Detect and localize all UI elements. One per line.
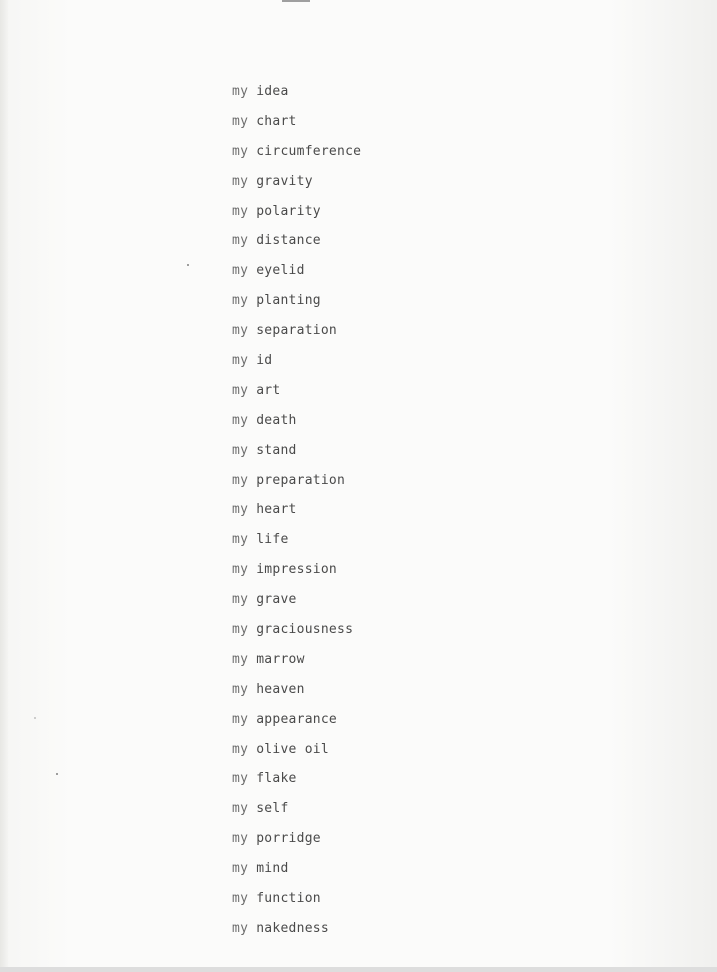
line-word: heart bbox=[256, 502, 297, 518]
line-word: circumference bbox=[256, 143, 362, 159]
line-prefix: my bbox=[232, 831, 249, 847]
line-word: distance bbox=[256, 233, 321, 249]
typed-line bbox=[232, 440, 361, 470]
line-prefix: my bbox=[232, 113, 249, 129]
typed-line bbox=[232, 201, 361, 231]
typed-line bbox=[232, 709, 361, 739]
line-prefix: my bbox=[232, 861, 249, 877]
line-word: separation bbox=[256, 323, 338, 339]
typed-line bbox=[232, 260, 361, 290]
line-prefix: my bbox=[232, 532, 249, 548]
typed-line bbox=[232, 858, 361, 888]
typed-line bbox=[232, 768, 361, 798]
typed-line bbox=[232, 559, 361, 589]
typed-line bbox=[232, 81, 361, 111]
typed-line bbox=[232, 589, 361, 619]
line-prefix: my bbox=[232, 771, 249, 787]
typed-line bbox=[232, 111, 361, 141]
line-word: graciousness bbox=[256, 622, 354, 638]
line-word: impression bbox=[256, 562, 338, 578]
typed-line bbox=[232, 230, 361, 260]
line-prefix: my bbox=[232, 382, 249, 398]
line-prefix: my bbox=[232, 263, 249, 279]
line-word: planting bbox=[256, 293, 321, 309]
typed-line bbox=[232, 141, 361, 171]
line-prefix: my bbox=[232, 920, 249, 936]
line-word: art bbox=[256, 382, 281, 398]
typed-line bbox=[232, 679, 361, 709]
line-prefix: my bbox=[232, 562, 249, 578]
line-prefix: my bbox=[232, 173, 249, 189]
typed-line bbox=[232, 410, 361, 440]
ink-speck bbox=[187, 264, 189, 266]
typed-line bbox=[232, 380, 361, 410]
line-word: flake bbox=[256, 771, 297, 787]
line-word: death bbox=[256, 412, 297, 428]
typed-line bbox=[232, 290, 361, 320]
ink-speck bbox=[34, 717, 36, 719]
line-prefix: my bbox=[232, 442, 249, 458]
typed-line bbox=[232, 649, 361, 679]
line-word: id bbox=[256, 353, 273, 369]
typed-line bbox=[232, 470, 361, 500]
line-prefix: my bbox=[232, 353, 249, 369]
line-prefix: my bbox=[232, 203, 249, 219]
top-edge-mark bbox=[282, 0, 310, 2]
typed-line bbox=[232, 320, 361, 350]
line-prefix: my bbox=[232, 84, 249, 99]
line-word: idea bbox=[256, 84, 289, 99]
ink-speck bbox=[56, 773, 58, 775]
line-word: marrow bbox=[256, 651, 305, 667]
line-prefix: my bbox=[232, 323, 249, 339]
line-prefix: my bbox=[232, 293, 249, 309]
typed-line bbox=[232, 529, 361, 559]
line-word: heaven bbox=[256, 681, 305, 697]
line-prefix: my bbox=[232, 681, 249, 697]
line-word: appearance bbox=[256, 711, 338, 727]
paper-left-edge bbox=[0, 0, 8, 972]
line-word: life bbox=[256, 532, 289, 548]
line-prefix: my bbox=[232, 592, 249, 608]
line-word: preparation bbox=[256, 472, 346, 488]
line-word: olive oil bbox=[256, 741, 329, 757]
typed-word-list bbox=[232, 81, 361, 948]
line-word: polarity bbox=[256, 203, 321, 219]
line-prefix: my bbox=[232, 412, 249, 428]
line-prefix: my bbox=[232, 711, 249, 727]
line-prefix: my bbox=[232, 143, 249, 159]
typed-line bbox=[232, 619, 361, 649]
line-word: self bbox=[256, 801, 289, 817]
typed-line bbox=[232, 171, 361, 201]
typed-line bbox=[232, 798, 361, 828]
line-prefix: my bbox=[232, 741, 249, 757]
line-prefix: my bbox=[232, 651, 249, 667]
line-prefix: my bbox=[232, 891, 249, 907]
typed-line bbox=[232, 828, 361, 858]
typed-line bbox=[232, 350, 361, 380]
line-word: eyelid bbox=[256, 263, 305, 279]
line-prefix: my bbox=[232, 801, 249, 817]
typed-line bbox=[232, 888, 361, 918]
line-prefix: my bbox=[232, 502, 249, 518]
line-word: porridge bbox=[256, 831, 321, 847]
line-word: function bbox=[256, 891, 321, 907]
typed-line bbox=[232, 918, 361, 948]
line-word: gravity bbox=[256, 173, 313, 189]
line-word: stand bbox=[256, 442, 297, 458]
line-word: grave bbox=[256, 592, 297, 608]
paper-bottom-edge bbox=[0, 967, 717, 972]
typed-line bbox=[232, 499, 361, 529]
typed-line bbox=[232, 739, 361, 769]
line-prefix: my bbox=[232, 472, 249, 488]
line-prefix: my bbox=[232, 233, 249, 249]
line-word: nakedness bbox=[256, 920, 329, 936]
line-word: chart bbox=[256, 113, 297, 129]
line-word: mind bbox=[256, 861, 289, 877]
line-prefix: my bbox=[232, 622, 249, 638]
